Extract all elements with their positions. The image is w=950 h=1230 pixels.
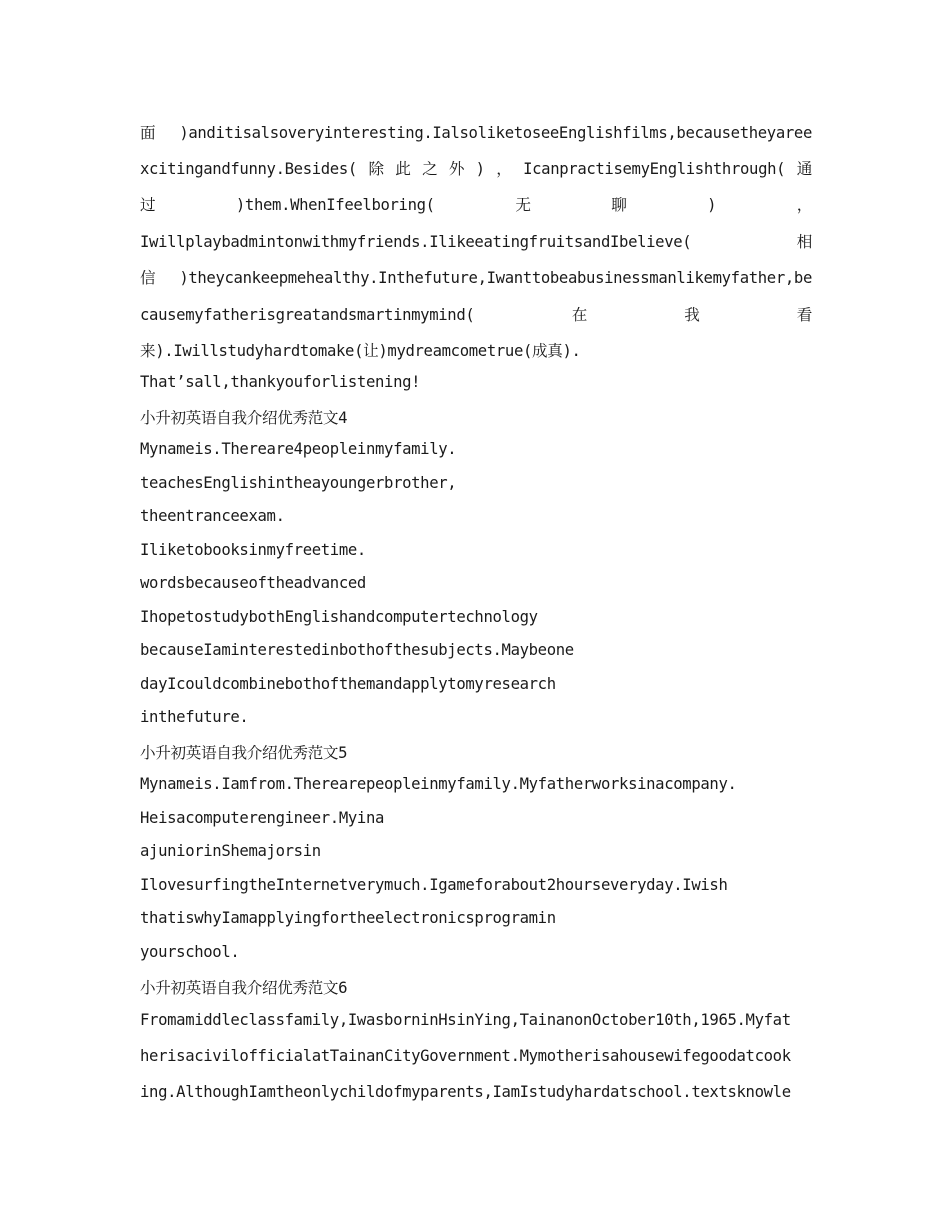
text-line: Heisacomputerengineer.Myina	[140, 809, 385, 827]
text-line: Fromamiddleclassfamily,IwasborninHsinYing,TainanonOctober10th,1965.Myfat	[140, 1011, 791, 1029]
text-line: causemyfatherisgreatandsmartinmymind( 在 我 看	[140, 306, 812, 324]
text-line: dayIcouldcombinebothofthemandapplytomyresearch	[140, 675, 556, 693]
text-line: becauseIaminterestedinbothofthesubjects.Maybeone	[140, 641, 574, 659]
text-line: Mynameis.Thereare4peopleinmyfamily.	[140, 440, 457, 458]
text-line: IlovesurfingtheInternetverymuch.Igameforabout2hourseveryday.Iwish	[140, 876, 728, 894]
text-line: yourschool.	[140, 943, 240, 961]
text-line: Iwillplaybadmintonwithmyfriends.IlikeeatingfruitsandIbelieve( 相	[140, 233, 812, 251]
text-line: 来).Iwillstudyhardtomake(让)mydreamcometrue(成真).	[140, 342, 581, 360]
text-line: xcitingandfunny.Besides(除此之外)，IcanpractisemyEnglishthrough(通	[140, 160, 812, 178]
text-line: inthefuture.	[140, 708, 249, 726]
text-line: teachesEnglishintheayoungerbrother,	[140, 474, 457, 492]
text-line: thatiswhyIamapplyingfortheelectronicsprogramin	[140, 909, 556, 927]
text-line: theentranceexam.	[140, 507, 285, 525]
text-line: 过 )them.WhenIfeelboring( 无 聊 ) ，	[140, 196, 812, 214]
text-line: Iliketobooksinmyfreetime.	[140, 541, 366, 559]
section-heading: 小升初英语自我介绍优秀范文4	[140, 409, 348, 427]
text-line: herisacivilofficialatTainanCityGovernment.Mymotherisahousewifegoodatcook	[140, 1047, 791, 1065]
text-line: Mynameis.Iamfrom.Therearepeopleinmyfamily.Myfatherworksinacompany.	[140, 775, 737, 793]
section-heading: 小升初英语自我介绍优秀范文6	[140, 979, 348, 997]
text-line: 面)anditisalsoveryinteresting.IalsoliketoseeEnglishfilms,becausetheyaree	[140, 124, 812, 142]
text-line: ing.AlthoughIamtheonlychildofmyparents,IamIstudyhardatschool.textsknowle	[140, 1083, 791, 1101]
text-line: That’sall,thankyouforlistening!	[140, 373, 421, 391]
section-heading: 小升初英语自我介绍优秀范文5	[140, 744, 348, 762]
text-line: 信)theycankeepmehealthy.Inthefuture,Iwanttobeabusinessmanlikemyfather,be	[140, 269, 812, 287]
text-line: IhopetostudybothEnglishandcomputertechnology	[140, 608, 538, 626]
text-line: ajuniorinShemajorsin	[140, 842, 321, 860]
text-line: wordsbecauseoftheadvanced	[140, 574, 366, 592]
